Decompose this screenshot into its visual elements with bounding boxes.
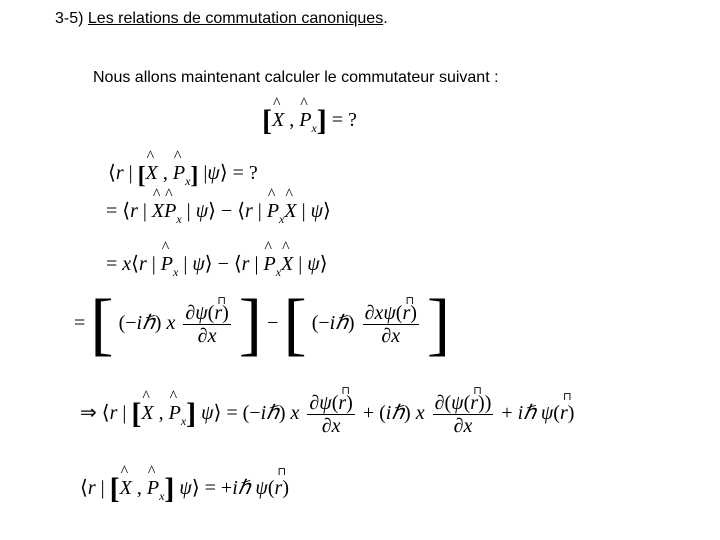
equation-derivatives: = [ (−iℏ) x $\frac{\partial\psi(⊓ r)}{\partial x}$ ] − [ (−iℏ) $\frac{\partial x\psi(⊓ r)}{\partial x}$ ]: [74, 290, 450, 360]
equation-result: ⟨r | [^ X , ^ $P_x$] ψ⟩ = +iℏ ψ(⊓ r): [80, 472, 289, 506]
equation-matrix-element-question: ⟨r | [^ X , ^ $P_x$] |ψ⟩ = ?: [108, 160, 258, 190]
equation-expansion: = ⟨r | ^ X^ $P_x$ | ψ⟩ − ⟨r | ^ $P_x\^{}$ X | ψ⟩: [106, 198, 331, 227]
equation-commutator-question: [^ X , ^ $P_x$] = ?: [262, 104, 357, 138]
section-number: 3-5): [55, 10, 88, 27]
equation-implication: ⇒ ⟨r | [^ X , ^ $P_x$] ψ⟩ = (−iℏ) x $\frac{\partial\psi(⊓ r)}{\partial x}$ + (iℏ) x $\frac{\partial(\psi(⊓ r))}{\partial x}$ + iℏ ψ(⊓ r): [80, 392, 574, 437]
intro-text: Nous allons maintenant calculer le commutateur suivant :: [93, 69, 499, 86]
section-title: Les relations de commutation canoniques: [87, 10, 384, 27]
equation-position-eigen: = x⟨r | ^ $P_x$ | ψ⟩ − ⟨r | ^ $P_x\^{}$ X | ψ⟩: [106, 251, 328, 280]
section-period: .: [383, 10, 388, 27]
section-heading: [55, 10, 388, 28]
